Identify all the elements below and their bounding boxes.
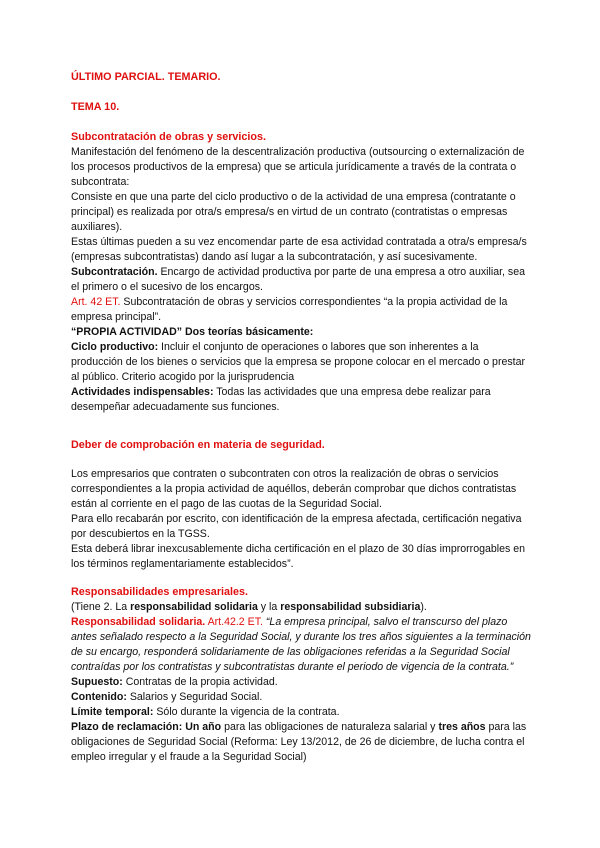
paragraph — [71, 340, 531, 385]
term-label: Actividades indispensables: — [71, 386, 214, 398]
paragraph — [71, 690, 531, 705]
paragraph — [71, 675, 531, 690]
article-ref: Art. 42 ET. — [71, 296, 121, 308]
term-label: Subcontratación. — [71, 266, 158, 278]
text-run: para las obligaciones de naturaleza salarial y — [221, 721, 439, 733]
text-run: tres años — [438, 721, 486, 733]
article-ref: Art.42.2 ET. — [205, 616, 263, 628]
text-run: responsabilidad subsidiaria — [280, 601, 421, 613]
term-text: Encargo de actividad productiva por parte de una empresa a otro auxiliar, sea el primero o el sucesivo de los encargos. — [71, 266, 526, 293]
paragraph: Los empresarios que contraten o subcontraten con otros la realización de obras o servicios correspondientes a la propia actividad de aquéllos, deberán comprobar que dichos contratistas están al corriente en el pago de las cuotas de la Seguridad Social. — [71, 468, 517, 510]
paragraph — [71, 615, 531, 675]
text-run: y la — [257, 601, 281, 613]
term-label: Contenido: — [71, 691, 127, 703]
paragraph — [71, 720, 531, 765]
paragraph — [71, 385, 531, 415]
term-text: Todas las actividades que una empresa debe realizar para desempeñar adecuadamente sus funciones. — [71, 386, 491, 413]
paragraph: Manifestación del fenómeno de la descentralización productiva (outsourcing o externalización de los procesos productivos de la empresa) que se articula jurídicamente a través de la contrata o subcontrata: — [71, 146, 525, 188]
quote-text: “La empresa principal, salvo el transcurso del plazo antes señalado respecto a la Seguridad Social, y durante los tres años siguientes a la terminación de su encargo, responderá solidariamente de las obligaciones referidas a la Seguridad Social contraídas por los contratistas y subcontratistas durante el periodo de vigencia de la contrata.” — [71, 616, 531, 673]
paragraph — [71, 295, 531, 325]
section-responsabilidades — [71, 585, 531, 765]
term-text: Contratas de la propia actividad. — [122, 676, 278, 688]
document-title: ÚLTIMO PARCIAL. TEMARIO. — [71, 71, 221, 83]
term-text: Salarios y Seguridad Social. — [126, 691, 263, 703]
section-heading: Deber de comprobación en materia de seguridad. — [71, 439, 325, 451]
paragraph — [71, 600, 531, 615]
paragraph — [71, 265, 531, 295]
section-heading: Responsabilidades empresariales. — [71, 586, 249, 598]
section-heading: Subcontratación de obras y servicios. — [71, 131, 267, 143]
paragraph: Consiste en que una parte del ciclo productivo o de la actividad de una empresa (contratante o principal) es realizada por otra/s empresa/s en virtud de un contrato (contratistas o empresas auxiliares). — [71, 191, 516, 233]
article-text: Subcontratación de obras y servicios correspondientes “a la propia actividad de la empresa principal”. — [71, 296, 508, 323]
text-run: ). — [420, 601, 427, 613]
section-subcontratacion — [71, 130, 531, 415]
text-run: (Tiene 2. La — [71, 601, 131, 613]
theories-heading: “PROPIA ACTIVIDAD” Dos teorías básicamente: — [71, 326, 314, 338]
section-deber-comprobacion — [71, 467, 531, 572]
text-run: Un año — [182, 721, 222, 733]
paragraph: Para ello recabarán por escrito, con identificación de la empresa afectada, certificación negativa por descubiertos en la TGSS. — [71, 513, 522, 540]
term-label: Límite temporal: — [71, 706, 154, 718]
text-run: responsabilidad solidaria — [130, 601, 258, 613]
tema-heading: TEMA 10. — [71, 101, 120, 113]
paragraph: Estas últimas pueden a su vez encomendar parte de esa actividad contratada a otra/s empresa/s (empresas subcontratistas) dando así lugar a la subcontratación, y así sucesivamente. — [71, 236, 527, 263]
paragraph — [71, 705, 531, 720]
paragraph: Esta deberá librar inexcusablemente dicha certificación en el plazo de 30 días improrrogables en los términos reglamentariamente establecidos”. — [71, 543, 526, 570]
term-text: Sólo durante la vigencia de la contrata. — [153, 706, 340, 718]
term-text: Incluir el conjunto de operaciones o labores que son inherentes a la producción de los bienes o servicios que la empresa se propone colocar en el mercado o prestar al público. Criterio acogido por la jurisprudencia — [71, 341, 526, 383]
term-label: Responsabilidad solidaria. — [71, 616, 206, 628]
term-label: Ciclo productivo: — [71, 341, 159, 353]
term-label: Plazo de reclamación: — [71, 721, 183, 733]
term-label: Supuesto: — [71, 676, 123, 688]
text-run: para las obligaciones de Seguridad Social (Reforma: Ley 13/2012, de 26 de diciembre, de lucha contra el empleo irregular y el fraude a la Seguridad Social) — [71, 721, 527, 763]
